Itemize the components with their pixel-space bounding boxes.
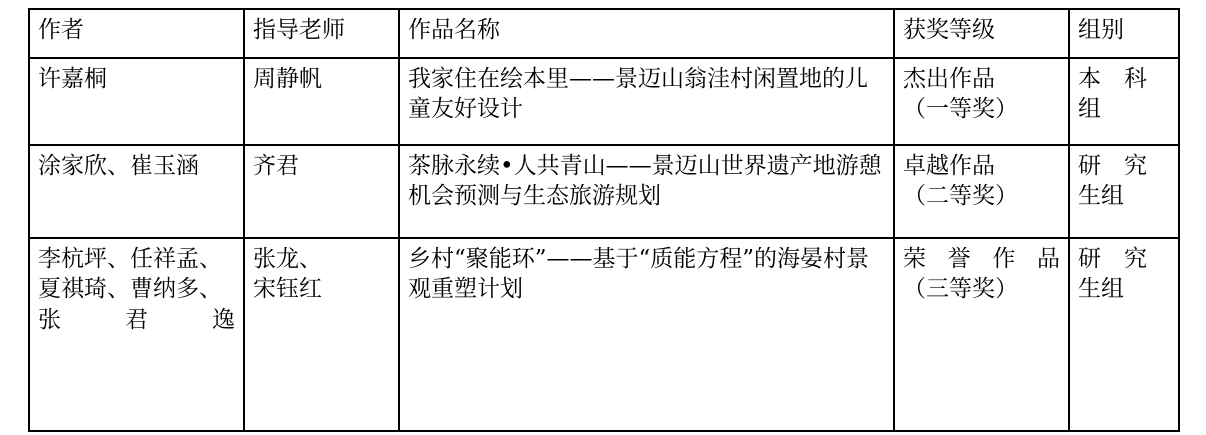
award-table	[28, 8, 1180, 432]
cell-author: 涂家欣、崔玉涵	[29, 145, 244, 238]
cell-level-line1: 卓越作品	[903, 153, 995, 179]
column-header-author: 作者	[29, 9, 244, 58]
cell-teacher: 齐君	[244, 145, 399, 238]
cell-group-line1: 研 究	[1078, 153, 1147, 179]
cell-teacher-line2: 宋钰红	[253, 276, 322, 303]
cell-level	[894, 145, 1069, 238]
column-header-work: 作品名称	[399, 9, 894, 58]
cell-work: 我家住在绘本里——景迈山翁洼村闲置地的儿童友好设计	[399, 58, 894, 145]
cell-author: 李杭坪、任祥孟、夏祺琦、曹纳多、张君逸	[29, 238, 244, 431]
column-header-level: 获奖等级	[894, 9, 1069, 58]
cell-work: 茶脉永续•人共青山——景迈山世界遗产地游憩机会预测与生态旅游规划	[399, 145, 894, 238]
cell-author: 许嘉桐	[29, 58, 244, 145]
cell-group	[1069, 145, 1179, 238]
cell-group-line1: 研 究	[1078, 246, 1147, 272]
cell-level-line2: （一等奖）	[903, 96, 1018, 123]
cell-group-line2: 生组	[1078, 276, 1124, 303]
cell-level-line2: （二等奖）	[903, 183, 1018, 210]
cell-level-line1: 杰出作品	[903, 66, 995, 92]
table-header-row	[29, 9, 1179, 58]
cell-level-line2: （三等奖）	[903, 276, 1018, 303]
cell-group-line2: 生组	[1078, 183, 1124, 210]
cell-level	[894, 238, 1069, 431]
column-header-teacher: 指导老师	[244, 9, 399, 58]
table-row	[29, 58, 1179, 145]
cell-level-line1: 荣誉作品	[903, 246, 1060, 272]
cell-work: 乡村“聚能环”——基于“质能方程”的海晏村景观重塑计划	[399, 238, 894, 431]
cell-teacher-line1: 张龙、	[253, 246, 322, 272]
cell-level	[894, 58, 1069, 145]
cell-group	[1069, 238, 1179, 431]
table-row	[29, 238, 1179, 431]
column-header-group: 组别	[1069, 9, 1179, 58]
cell-group-line2: 组	[1078, 96, 1101, 123]
cell-teacher: 周静帆	[244, 58, 399, 145]
cell-teacher	[244, 238, 399, 431]
cell-group-line1: 本 科	[1078, 66, 1147, 92]
cell-group	[1069, 58, 1179, 145]
table-row	[29, 145, 1179, 238]
